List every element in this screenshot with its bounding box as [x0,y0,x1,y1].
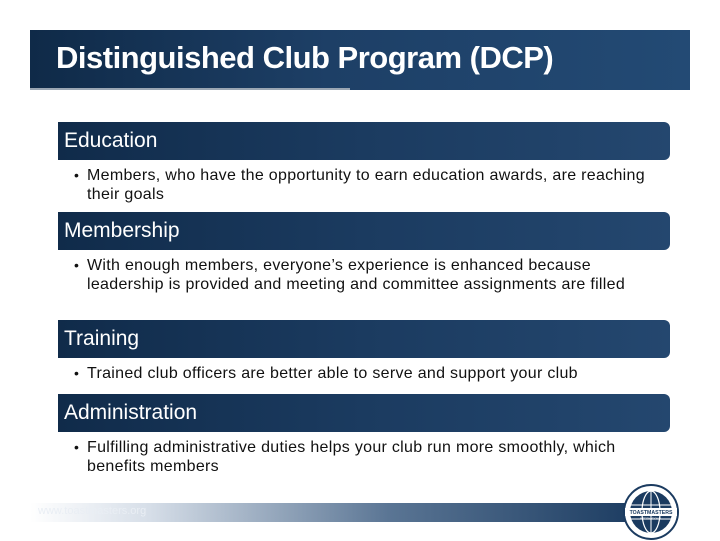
title-underline [30,88,350,90]
svg-text:INTERNATIONAL: INTERNATIONAL [639,516,663,521]
bullet-text: Members, who have the opportunity to earn education awards, are reaching their goals [87,167,645,203]
bullet-dot-icon: • [74,167,80,183]
bullet-text: Trained club officers are better able to serve and support your club [87,365,578,382]
bullet-item [74,256,664,294]
bullet-item [74,364,664,383]
bullet-dot-icon: • [74,439,80,455]
title-bar [30,30,690,90]
footer-url[interactable]: www.toastmasters.org [38,505,147,517]
section-heading: Training [64,327,140,350]
toastmasters-globe-logo-icon [622,483,680,541]
section-heading: Education [64,129,158,152]
bullet-dot-icon: • [74,365,80,381]
section-heading: Membership [64,219,180,242]
section-header-education [58,122,670,160]
section-header-training [58,320,670,358]
section-header-administration [58,394,670,432]
footer-bar [30,503,628,522]
bullet-dot-icon: • [74,257,80,273]
bullet-text: Fulfilling administrative duties helps your club run more smoothly, which benefits members [87,439,616,475]
section-header-membership [58,212,670,250]
page-title: Distinguished Club Program (DCP) [56,40,554,75]
section-heading: Administration [64,401,198,424]
bullet-item [74,438,664,476]
bullet-item [74,166,664,204]
bullet-text: With enough members, everyone’s experience is enhanced because leadership is provided and meeting and committee assignments are filled [87,257,626,293]
svg-text:TOASTMASTERS: TOASTMASTERS [629,510,673,516]
